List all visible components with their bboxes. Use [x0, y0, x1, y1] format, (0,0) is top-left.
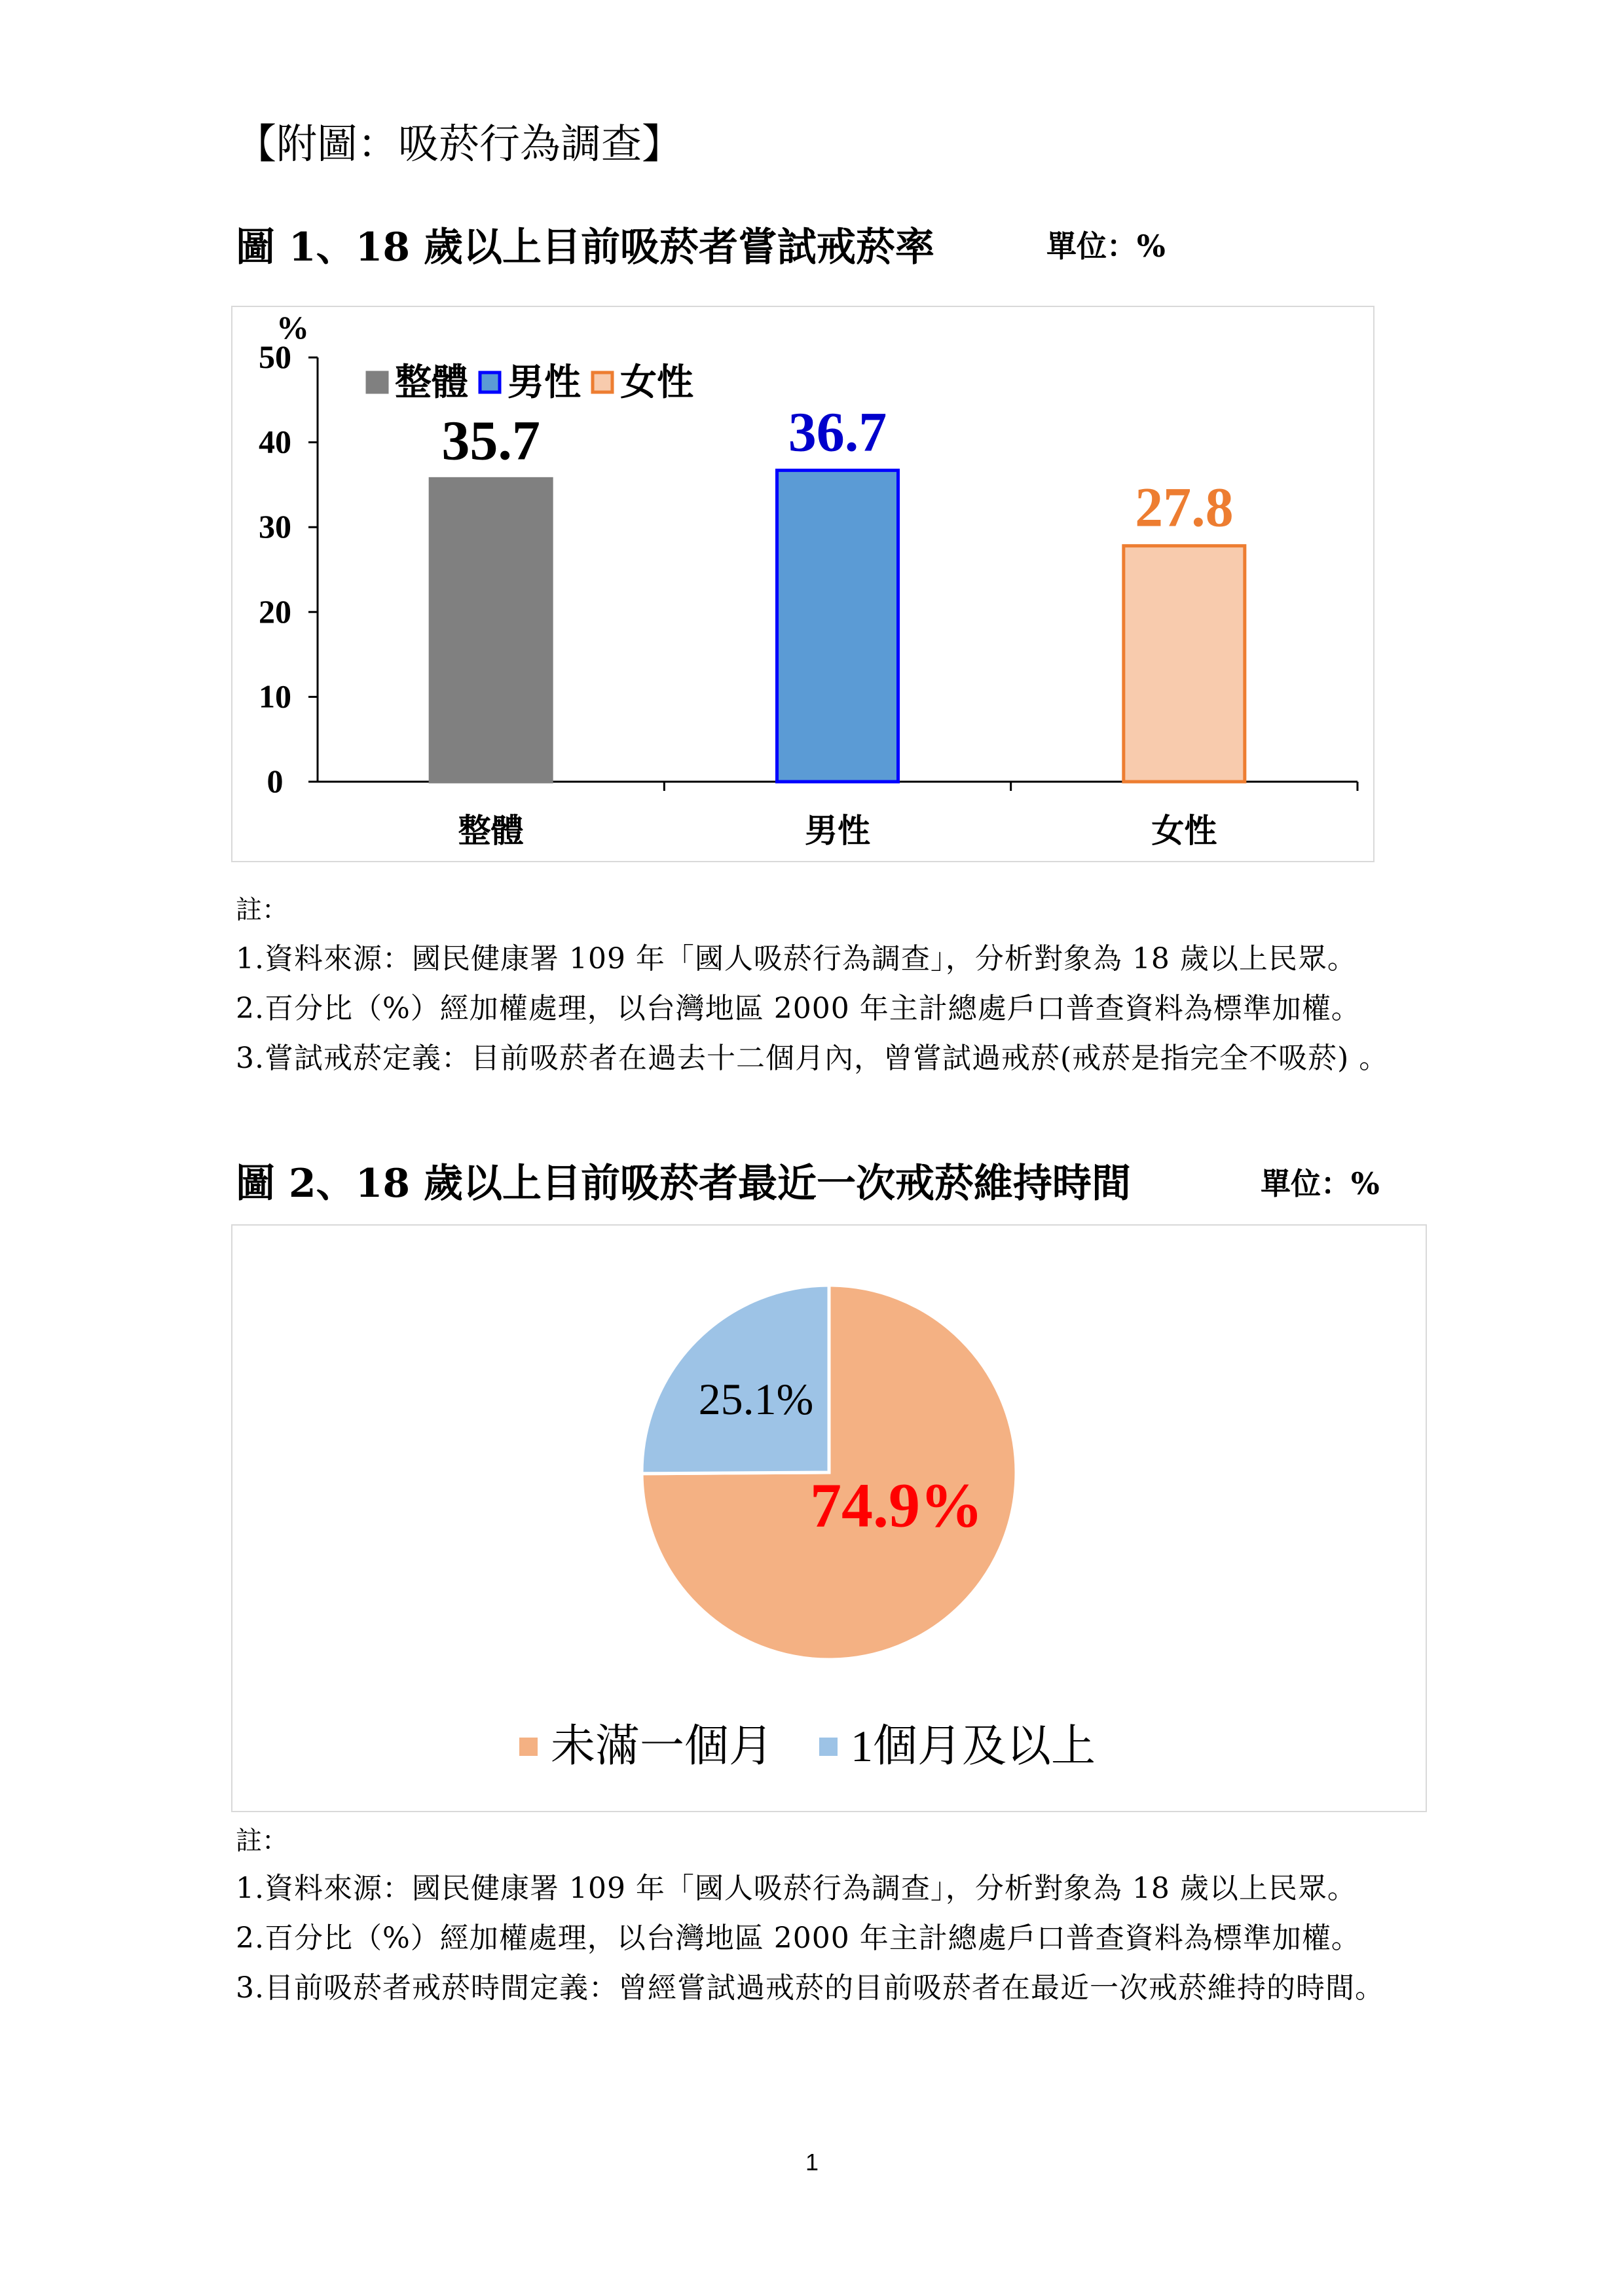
legend-swatch — [519, 1738, 538, 1756]
figure2-note-line: 2.百分比（%）經加權處理，以台灣地區 2000 年主計總處戶口普查資料為標準加權。 — [236, 1922, 1361, 1955]
legend-swatch — [593, 373, 612, 392]
legend-swatch — [480, 373, 500, 392]
legend-label: 未滿一個月 — [551, 1721, 774, 1771]
bar-value-label: 35.7 — [441, 409, 540, 472]
y-tick-label: 0 — [267, 763, 284, 799]
legend-label: 整體 — [395, 363, 468, 403]
y-tick-label: 30 — [259, 508, 291, 545]
pie-chart-frame — [231, 1224, 1427, 1812]
figure2-unit: 單位：% — [1261, 1166, 1380, 1201]
page-number: 1 — [805, 2149, 819, 2176]
figure1-note-line: 1.資料來源：國民健康署 109 年「國人吸菸行為調查」，分析對象為 18 歲以上民眾。 — [236, 942, 1357, 975]
figure1-unit: 單位：% — [1046, 228, 1166, 264]
y-tick-label: 50 — [259, 338, 291, 375]
pie-value-label: 74.9% — [810, 1470, 984, 1540]
bar-2 — [777, 470, 898, 782]
bar-1 — [430, 479, 551, 782]
legend-label: 女性 — [620, 363, 693, 403]
bar-chart — [232, 307, 1373, 861]
x-category-label: 整體 — [458, 812, 524, 849]
y-tick-label: 40 — [259, 423, 291, 460]
figure1-note-line: 2.百分比（%）經加權處理，以台灣地區 2000 年主計總處戶口普查資料為標準加權。 — [236, 992, 1361, 1025]
figure2-notes-heading: 註： — [236, 1826, 288, 1856]
y-axis-unit-label: % — [276, 309, 309, 346]
legend-label: 1個月及以上 — [851, 1721, 1096, 1771]
bar-3 — [1124, 546, 1245, 782]
bar-chart-frame — [231, 306, 1375, 862]
x-category-label: 女性 — [1151, 812, 1217, 849]
figure2-note-line: 3.目前吸菸者戒菸時間定義：曾經嘗試過戒菸的目前吸菸者在最近一次戒菸維持的時間。 — [236, 1971, 1384, 2005]
figure1-notes-heading: 註： — [236, 895, 288, 925]
figure2-note-line: 1.資料來源：國民健康署 109 年「國人吸菸行為調查」，分析對象為 18 歲以上民眾。 — [236, 1872, 1357, 1905]
legend-swatch — [367, 373, 387, 392]
y-tick-label: 20 — [259, 592, 291, 630]
page-heading: 【附圖：吸菸行為調查】 — [236, 120, 683, 168]
pie-value-label: 25.1% — [698, 1374, 814, 1425]
figure2-title: 圖 2、18 歲以上目前吸菸者最近一次戒菸維持時間 — [236, 1161, 1132, 1207]
bar-value-label: 36.7 — [788, 400, 887, 464]
y-tick-label: 10 — [259, 678, 291, 715]
legend-label: 男性 — [507, 363, 581, 403]
figure1-note-line: 3.嘗試戒菸定義：目前吸菸者在過去十二個月內，曾嘗試過戒菸(戒菸是指完全不吸菸) 。 — [236, 1042, 1389, 1075]
legend-swatch — [819, 1738, 838, 1756]
x-category-label: 男性 — [805, 812, 870, 849]
pie-chart — [232, 1226, 1426, 1811]
figure1-title: 圖 1、18 歲以上目前吸菸者嘗試戒菸率 — [236, 225, 935, 270]
bar-value-label: 27.8 — [1135, 475, 1234, 539]
